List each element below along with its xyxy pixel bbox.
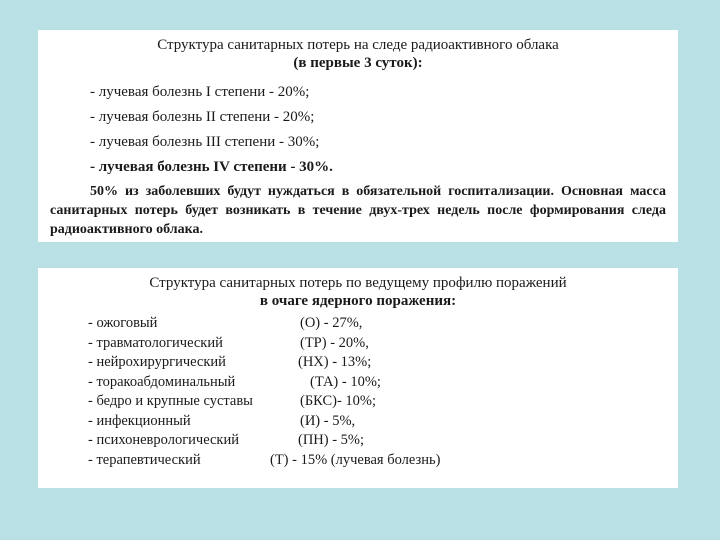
panel1-title-line1: Структура санитарных потерь на следе радиоактивного облака bbox=[157, 37, 559, 53]
profile-value: (И) - 5%, bbox=[300, 412, 356, 429]
profile-name: - психоневрологический bbox=[88, 432, 239, 448]
radiation-cloud-losses-panel bbox=[38, 30, 678, 242]
list-item bbox=[88, 373, 666, 393]
profile-name: - инфекционный bbox=[88, 412, 191, 429]
profile-value: (О) - 27%, bbox=[300, 315, 363, 331]
profile-name: - ожоговый bbox=[88, 315, 158, 331]
panel2-title-line1: Структура санитарных потерь по ведущему профилю поражений bbox=[149, 275, 567, 291]
list-item: - лучевая болезнь I степени - 20%; bbox=[90, 84, 310, 100]
profile-value: (ТА) - 10%; bbox=[310, 373, 381, 390]
panel2-title-line2: в очаге ядерного поражения: bbox=[259, 293, 457, 309]
panel1-title-line2: (в первые 3 суток): bbox=[293, 55, 423, 71]
profile-value: (ТР) - 20%, bbox=[300, 334, 369, 351]
list-item bbox=[88, 412, 666, 432]
profile-value: (ПН) - 5%; bbox=[298, 432, 365, 448]
list-item bbox=[88, 451, 666, 471]
profile-value: (НХ) - 13%; bbox=[298, 354, 372, 370]
profile-name: - нейрохирургический bbox=[88, 354, 226, 370]
radiation-sickness-list bbox=[50, 80, 666, 180]
list-item bbox=[88, 431, 666, 451]
list-item bbox=[88, 392, 666, 412]
profile-value: (Т) - 15% (лучевая болезнь) bbox=[270, 451, 441, 468]
profile-name: - бедро и крупные суставы bbox=[88, 393, 253, 409]
profile-name: - торакоабдоминальный bbox=[88, 373, 236, 390]
list-item: - лучевая болезнь III степени - 30%; bbox=[90, 134, 320, 150]
profile-name: - терапевтический bbox=[88, 451, 201, 468]
profile-value: (БКС)- 10%; bbox=[300, 393, 377, 409]
hospitalization-paragraph: 50% из заболевших будут нуждаться в обязательной госпитализации. Основная масса санитарных потерь будет возникать в течение двух-трех недель после формирования следа радиоактивного облака. bbox=[50, 184, 666, 237]
nuclear-lesion-profile-panel bbox=[38, 268, 678, 488]
profile-name: - травматологический bbox=[88, 334, 223, 351]
list-item bbox=[88, 334, 666, 354]
list-item bbox=[88, 314, 666, 334]
list-item: - лучевая болезнь II степени - 20%; bbox=[90, 109, 315, 125]
lesion-profile-list bbox=[50, 314, 666, 470]
list-item bbox=[88, 353, 666, 373]
list-item: - лучевая болезнь IV степени - 30%. bbox=[90, 159, 333, 175]
